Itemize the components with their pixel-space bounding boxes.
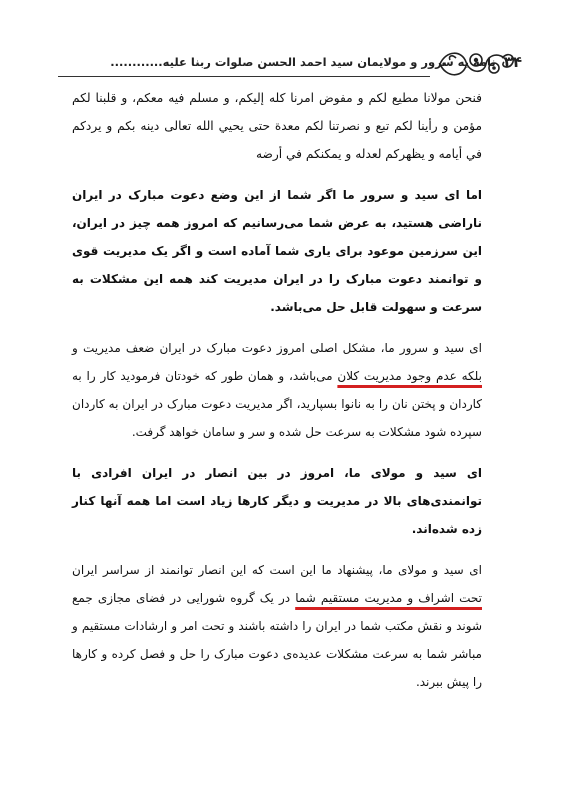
arabic-paragraph: فنحن مولانا مطيع لكم و مفوض امرنا كله إليكم، و مسلم فيه معكم، و قلبنا لكم مؤمن و رأينا لكم تبع و نصرتنا لكم معدة حتى يحيي الله تعالى دينه بكم و يردكم في أيامه و يظهركم لعدله و يمكنكم في أرضه [72, 91, 482, 161]
paragraph-5-end: در یک گروه شورایی در فضای مجازی جمع شوند و نقش مکتب شما در ایران را داشته باشند و تحت امر و ارشادات مستقیم و مباشر شما به سرعت مشکلات عدیده‌ی دعوت مبارک را حل و فصل کرده و کارها را پیش ببرند. [72, 591, 482, 689]
page-header [58, 50, 522, 74]
underlined-phrase-1: بلکه عدم وجود مدیریت کلان [337, 369, 482, 383]
page-number: ۳۴ [503, 53, 522, 71]
header-divider [58, 76, 430, 77]
paragraph-5 [72, 556, 482, 696]
paragraph-3-start: ای سید و سرور ما، مشکل اصلی امروز دعوت مبارک در ایران ضعف مدیریت و [72, 341, 482, 355]
header-title: نامه به سرور و مولایمان سید احمد الحسن صلوات ربنا علیه............ [110, 55, 496, 69]
paragraph-4: ای سید و مولای ما، امروز در بین انصار در ایران افرادی با توانمندی‌های بالا در مدیریت و دیگر کارها زیاد است اما همه آنها کنار زده شده‌اند. [72, 466, 482, 536]
underlined-phrase-2: تحت اشراف و مدیریت مستقیم شما [295, 591, 482, 605]
paragraph-3-end: می‌باشد، و همان طور که خودتان فرمودید کار را به کاردان و پختن نان را به نانوا بسپارید، اگر مدیریت دعوت مبارک در ایران به کاردان سپرده شود مشکلات به سرعت حل شده و سر و سامان خواهد گرفت. [72, 369, 482, 439]
paragraph-2: اما ای سید و سرور ما اگر شما از این وضع دعوت مبارک در ایران ناراضی هستید، به عرض شما می‌رسانیم که امروز همه چیز در ایران، این سرزمین موعود برای یاری شما آماده است و اگر یک مدیریت قوی و توانمند دعوت مبارک را در ایران مدیریت کند همه این مشکلات به سرعت و سهولت قابل حل می‌باشد. [72, 188, 482, 314]
paragraph-5-start: ای سید و مولای ما، پیشنهاد ما این است که این انصار توانمند از سراسر ایران [72, 563, 482, 577]
paragraph-3 [72, 334, 482, 446]
page-body [72, 84, 482, 709]
